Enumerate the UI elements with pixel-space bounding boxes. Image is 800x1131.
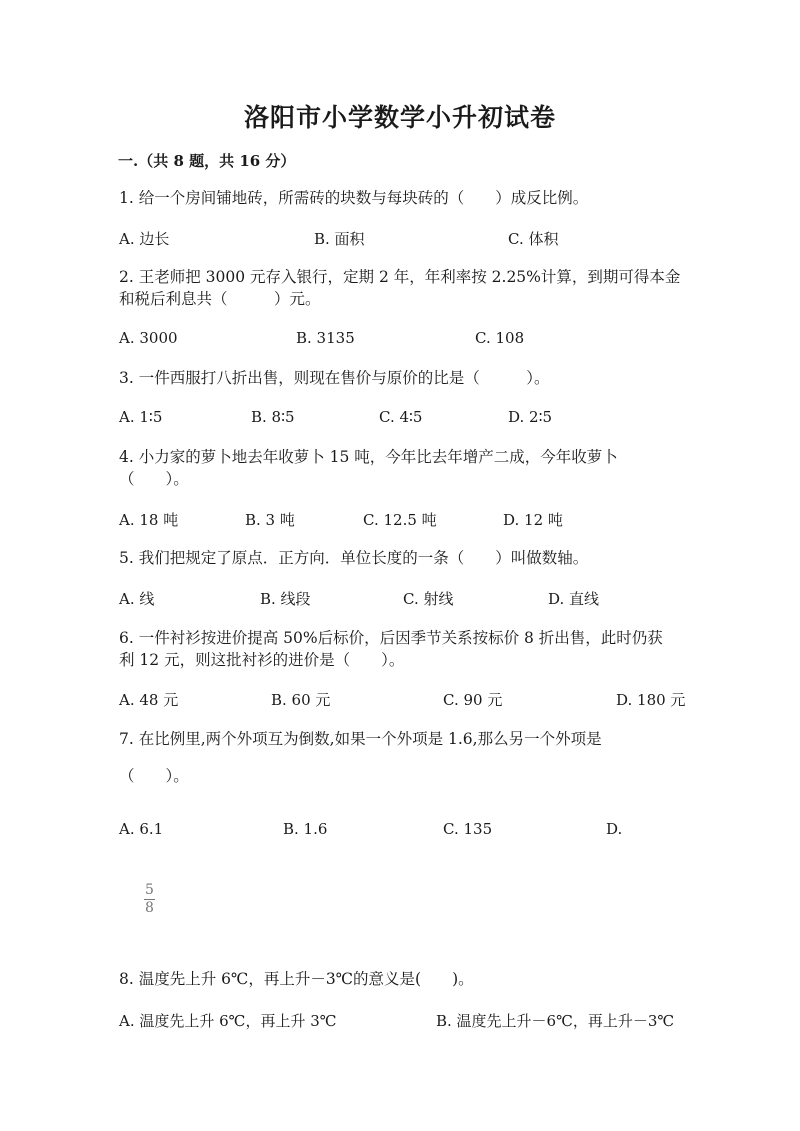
question-7-continuation xyxy=(119,765,689,787)
option-c: C. 135 xyxy=(443,820,493,838)
option-b: B. 面积 xyxy=(314,230,365,248)
fraction-denominator: 8 xyxy=(145,900,154,916)
option-d: D. xyxy=(606,820,623,838)
exam-title: 洛阳市小学数学小升初试卷 xyxy=(243,103,556,132)
option-c: C. 4∶5 xyxy=(379,408,423,426)
option-a: A. 边长 xyxy=(119,230,170,248)
option-c: C. 体积 xyxy=(508,230,559,248)
question-text: 5. 我们把规定了原点．正方向．单位长度的一条（ ）叫做数轴。 xyxy=(119,549,589,567)
question-8 xyxy=(119,968,689,990)
option-b: B. 线段 xyxy=(260,590,311,608)
question-text: 4. 小力家的萝卜地去年收萝卜 15 吨，今年比去年增产二成，今年收萝卜 xyxy=(119,448,618,466)
option-b: B. 3 吨 xyxy=(245,511,295,529)
option-b: B. 温度先上升－6℃，再上升－3℃ xyxy=(436,1012,675,1030)
question-text: 1. 给一个房间铺地砖，所需砖的块数与每块砖的（ ）成反比例。 xyxy=(119,189,589,207)
option-a: A. 18 吨 xyxy=(119,511,179,529)
question-text: 和税后利息共（ ）元。 xyxy=(119,290,321,308)
option-c: C. 108 xyxy=(475,329,525,347)
question-text: 7. 在比例里,两个外项互为倒数,如果一个外项是 1.6,那么另一个外项是 xyxy=(119,730,602,748)
fraction-numerator: 5 xyxy=(145,882,154,898)
option-d: D. 2∶5 xyxy=(508,408,553,426)
option-a: A. 3000 xyxy=(119,329,178,347)
option-d: D. 直线 xyxy=(548,590,600,608)
option-c: C. 90 元 xyxy=(443,691,503,709)
question-text: 利 12 元，则这批衬衫的进价是（ ）。 xyxy=(119,651,405,669)
question-6 xyxy=(119,627,689,671)
question-2 xyxy=(119,266,689,310)
option-a: A. 1∶5 xyxy=(119,408,163,426)
question-text: 3. 一件西服打八折出售，则现在售价与原价的比是（ ）。 xyxy=(119,369,550,387)
section-heading: 一.（共 8 题，共 16 分） xyxy=(118,152,296,170)
question-7 xyxy=(119,728,689,750)
question-4 xyxy=(119,446,689,490)
option-b: B. 3135 xyxy=(296,329,355,347)
option-c: C. 射线 xyxy=(403,590,454,608)
option-a: A. 48 元 xyxy=(119,691,179,709)
option-a: A. 温度先上升 6℃，再上升 3℃ xyxy=(119,1012,337,1030)
question-3 xyxy=(119,367,689,389)
option-b: B. 8∶5 xyxy=(251,408,295,426)
option-b: B. 60 元 xyxy=(271,691,331,709)
question-text: （ ）。 xyxy=(119,767,189,785)
option-a: A. 6.1 xyxy=(119,820,164,838)
fraction xyxy=(144,883,155,916)
option-c: C. 12.5 吨 xyxy=(363,511,437,529)
question-text: （ ）。 xyxy=(119,470,189,488)
option-b: B. 1.6 xyxy=(283,820,328,838)
question-text: 2. 王老师把 3000 元存入银行，定期 2 年，年利率按 2.25%计算，到期可得本金 xyxy=(119,268,681,286)
question-5 xyxy=(119,547,689,569)
question-text: 8. 温度先上升 6℃，再上升－3℃的意义是( )。 xyxy=(119,970,474,988)
option-a: A. 线 xyxy=(119,590,155,608)
option-d: D. 180 元 xyxy=(616,691,686,709)
question-1 xyxy=(119,187,689,209)
question-text: 6. 一件衬衫按进价提高 50%后标价，后因季节关系按标价 8 折出售，此时仍获 xyxy=(119,629,663,647)
option-d: D. 12 吨 xyxy=(503,511,563,529)
